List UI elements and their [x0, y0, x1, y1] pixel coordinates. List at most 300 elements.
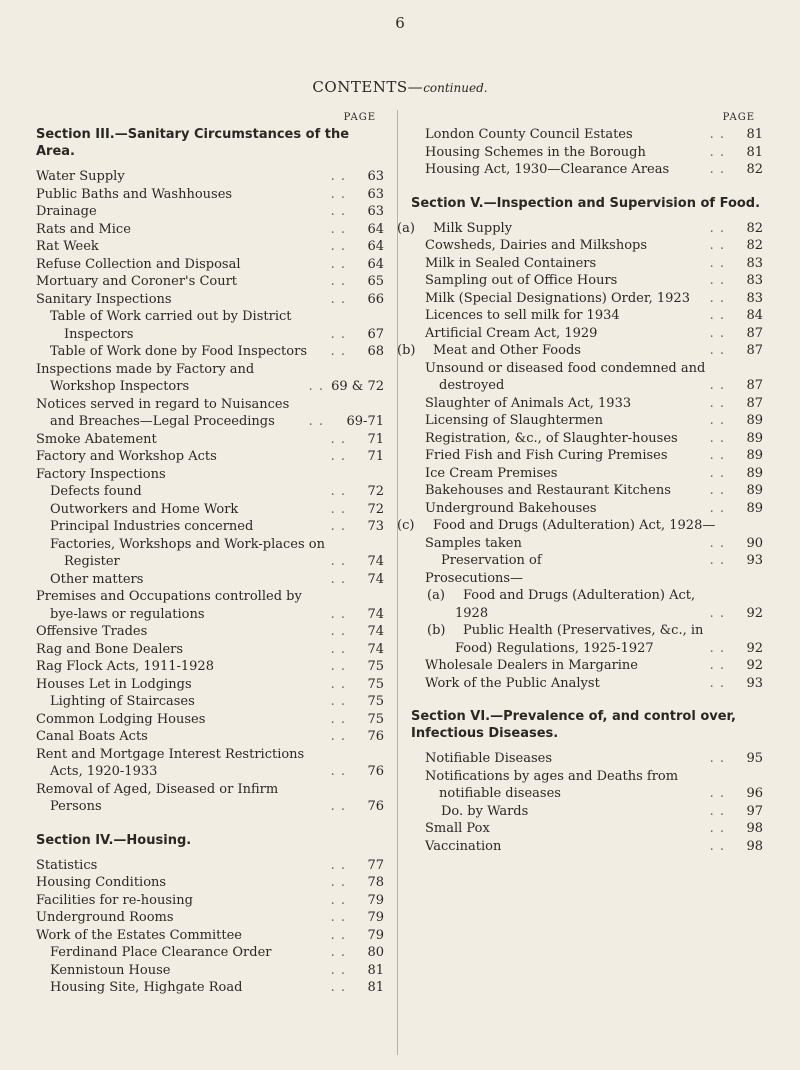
toc-entry-title [50, 308, 327, 343]
toc-entry-text: Canal Boats Acts [36, 729, 148, 744]
toc-entry-text: Prosecutions— [425, 570, 524, 586]
toc-entry-text: Housing Conditions [36, 875, 167, 890]
leader-dots: . . [330, 694, 346, 709]
toc-entry-title [36, 203, 327, 221]
toc-entry-page: 69-71 [346, 414, 384, 429]
leader-dots: . . [709, 144, 725, 160]
toc-entry-text: Rag and Bone Dealers [36, 641, 184, 657]
toc-entry [397, 517, 763, 535]
toc-entry [36, 746, 384, 781]
toc-entry-page: 92 [746, 605, 763, 621]
toc-entry-title [425, 307, 706, 325]
toc-entry-page: 87 [746, 378, 763, 393]
leader-dots: . . [330, 449, 346, 464]
toc-entry-page: 76 [367, 799, 384, 814]
toc-entry-page: 95 [746, 751, 763, 766]
toc-entry [36, 396, 384, 431]
toc-entry-page: 93 [746, 675, 763, 691]
toc-entry-text: Registration, &c., of Slaughter-houses [425, 430, 678, 446]
contents-title-text: CONTENTS— [312, 78, 424, 96]
toc-entry-text: Public Health (Preservatives, &c., in Food) Regulations, 1925-1927 [455, 623, 704, 656]
leader-dots: . . [709, 535, 725, 551]
leader-dots: . . [330, 204, 346, 219]
leader-dots: . . [709, 162, 725, 177]
toc-entry-page: 81 [367, 962, 384, 978]
toc-entry [411, 675, 763, 693]
toc-entry-label: (b) [397, 343, 416, 358]
toc-entry-page: 77 [367, 857, 384, 873]
toc-entry [411, 587, 763, 622]
toc-entry [36, 641, 384, 659]
toc-entry-text: Food and Drugs (Adulteration) Act, 1928 [455, 588, 696, 621]
contents-title [0, 78, 800, 96]
toc-entry [397, 342, 763, 360]
toc-entry-page: 74 [367, 641, 384, 657]
toc-entry-text: Preservation of [441, 553, 542, 568]
toc-entry-text: Rag Flock Acts, 1911-1928 [36, 659, 214, 674]
leader-dots: . . [709, 786, 725, 801]
leader-dots: . . [330, 169, 346, 184]
toc-entry-text: Vaccination [425, 838, 502, 854]
leader-dots: . . [330, 344, 346, 359]
toc-entry [411, 272, 763, 290]
toc-entry [397, 220, 763, 238]
toc-entry-text: Underground Rooms [36, 910, 174, 925]
toc-entry [411, 447, 763, 465]
leader-dots: . . [709, 255, 725, 271]
toc-entry [36, 256, 384, 274]
leader-dots: . . [330, 659, 346, 674]
toc-entry-page: 82 [746, 238, 763, 253]
toc-entry-page: 87 [746, 325, 763, 341]
toc-entry-title [36, 291, 327, 309]
toc-entry-title [50, 536, 327, 571]
leader-dots: . . [709, 500, 725, 516]
toc-entry-title [397, 517, 721, 535]
toc-entry-page: 72 [367, 501, 384, 517]
leader-dots: . . [330, 501, 346, 517]
toc-entry-label: (b) [427, 623, 446, 638]
toc-entry-title [425, 290, 706, 308]
toc-entry-page: 71 [367, 449, 384, 464]
right-column [397, 112, 763, 855]
toc-entry-text: Defects found [50, 484, 142, 499]
toc-entry [411, 430, 763, 448]
section-heading: Section V.—Inspection and Supervision of Food. [411, 195, 761, 211]
toc-entry [411, 535, 763, 553]
toc-entry-page: 93 [746, 553, 763, 568]
toc-entry-title [425, 465, 706, 483]
toc-entry-text: Housing Act, 1930—Clearance Areas [425, 162, 670, 177]
toc-entry-text: Refuse Collection and Disposal [36, 256, 241, 272]
toc-entry-page: 97 [746, 803, 763, 819]
toc-entry-text: Wholesale Dealers in Margarine [425, 658, 639, 673]
toc-entry-title [36, 909, 327, 927]
toc-entry [36, 203, 384, 221]
leader-dots: . . [709, 838, 725, 854]
toc-entry-title [36, 874, 327, 892]
section-heading: Section VI.—Prevalence of, and control over, Infectious Diseases. [411, 709, 736, 741]
leader-dots: . . [709, 483, 725, 498]
contents-title-suffix: continued. [423, 81, 488, 95]
toc-entry [411, 570, 763, 588]
toc-entry-text: Water Supply [36, 169, 125, 184]
toc-entry [36, 676, 384, 694]
toc-entry-title [425, 657, 706, 675]
toc-entry-text: Licences to sell milk for 1934 [425, 308, 620, 323]
toc-entry [411, 500, 763, 518]
toc-entry-text: Lighting of Staircases [50, 694, 195, 709]
toc-entry-title [425, 412, 706, 430]
toc-entry-text: Fried Fish and Fish Curing Premises [425, 448, 668, 463]
toc-entry-label: (c) [397, 518, 415, 533]
toc-entry-text: Drainage [36, 204, 97, 219]
leader-dots: . . [709, 803, 725, 819]
toc-entry-page: 74 [367, 606, 384, 622]
toc-entry-text: London County Council Estates [425, 127, 633, 142]
toc-entry-title [50, 518, 327, 536]
toc-entry-page: 80 [367, 945, 384, 960]
toc-entry-title [425, 768, 706, 803]
toc-entry-page: 79 [367, 910, 384, 925]
leader-dots: . . [330, 554, 346, 569]
toc-entry-page: 89 [746, 465, 763, 481]
toc-entry [411, 290, 763, 308]
leader-dots: . . [330, 729, 346, 744]
leader-dots: . . [330, 221, 346, 237]
left-column [36, 112, 384, 997]
toc-entry [36, 874, 384, 892]
toc-entry-page: 87 [746, 395, 763, 411]
toc-entry-title [425, 395, 706, 413]
toc-entry [411, 161, 763, 179]
toc-entry-page: 74 [367, 571, 384, 587]
toc-entry-title [397, 342, 706, 360]
toc-entry-title [425, 570, 721, 588]
leader-dots: . . [709, 308, 725, 323]
toc-entry [36, 221, 384, 239]
toc-entry-text: Housing Site, Highgate Road [50, 980, 243, 995]
toc-entry-page: 89 [746, 483, 763, 498]
toc-entry-page: 83 [746, 255, 763, 271]
toc-entry-text: Underground Bakehouses [425, 500, 597, 516]
toc-entry-text: Rat Week [36, 239, 99, 254]
toc-entry-title [36, 238, 327, 256]
toc-entry [411, 144, 763, 162]
toc-entry-title [36, 746, 327, 781]
leader-dots: . . [330, 519, 346, 534]
leader-dots: . . [709, 220, 725, 236]
toc-entry-text: Work of the Public Analyst [425, 675, 600, 691]
toc-entry [36, 781, 384, 816]
toc-entry-page: 74 [367, 554, 384, 569]
toc-entry-title [36, 466, 342, 484]
toc-entry-page: 64 [367, 239, 384, 254]
toc-entry [36, 238, 384, 256]
leader-dots: . . [330, 910, 346, 925]
toc-entry-page: 79 [367, 892, 384, 908]
toc-entry-text: Removal of Aged, Diseased or Infirm Persons [36, 781, 279, 814]
toc-entry [36, 431, 384, 449]
toc-entry [411, 552, 763, 570]
column-divider [397, 110, 398, 1055]
toc-entry-text: Notices served in regard to Nuisances and Breaches—Legal Proceedings [36, 396, 290, 429]
toc-entry-title [425, 255, 706, 273]
toc-entry-title [425, 838, 706, 856]
toc-entry-text: Do. by Wards [441, 803, 529, 819]
toc-entry-text: Statistics [36, 857, 98, 873]
leader-dots: . . [709, 378, 725, 393]
toc-entry-title [50, 693, 327, 711]
toc-entry-page: 89 [746, 448, 763, 463]
leader-dots: . . [330, 857, 346, 873]
toc-entry-text: Outworkers and Home Work [50, 501, 239, 517]
toc-entry-title [425, 360, 706, 395]
leader-dots: . . [709, 343, 725, 358]
leader-dots: . . [709, 553, 725, 568]
toc-entry-page: 89 [746, 413, 763, 428]
toc-entry-page: 67 [367, 326, 384, 342]
toc-entry-page: 81 [367, 980, 384, 995]
toc-entry-title [425, 500, 706, 518]
toc-entry-title [50, 979, 327, 997]
toc-entry-title [36, 168, 327, 186]
toc-entry [36, 711, 384, 729]
toc-entry-page: 75 [367, 711, 384, 727]
toc-entry-title [36, 892, 327, 910]
toc-entry-title [427, 587, 706, 622]
toc-entry-title [36, 641, 327, 659]
toc-entry-page: 75 [367, 694, 384, 709]
toc-entry-text: Notifiable Diseases [425, 751, 553, 766]
leader-dots: . . [308, 414, 324, 429]
toc-entry-text: Kennistoun House [50, 962, 171, 978]
toc-entry-page: 63 [367, 169, 384, 184]
toc-entry [411, 255, 763, 273]
toc-entry-title [36, 588, 327, 623]
right-entries [397, 126, 763, 855]
toc-entry [36, 857, 384, 875]
toc-entry-text: Principal Industries concerned [50, 519, 254, 534]
toc-entry [411, 750, 763, 768]
toc-entry-text: Bakehouses and Restaurant Kitchens [425, 483, 671, 498]
toc-entry [411, 237, 763, 255]
toc-entry-title [425, 161, 706, 179]
toc-entry-text: Housing Schemes in the Borough [425, 144, 646, 160]
leader-dots: . . [709, 448, 725, 463]
toc-entry-title [425, 237, 706, 255]
toc-entry [36, 623, 384, 641]
toc-entry-text: Milk in Sealed Containers [425, 255, 597, 271]
toc-entry-text: Sampling out of Office Hours [425, 273, 618, 288]
toc-entry-title [36, 221, 327, 239]
toc-entry-text: Smoke Abatement [36, 431, 157, 447]
toc-entry-text: Premises and Occupations controlled by bye-laws or regulations [36, 589, 302, 622]
toc-entry-title [36, 927, 327, 945]
leader-dots: . . [330, 571, 346, 587]
toc-entry-text: Offensive Trades [36, 624, 148, 639]
page-number: 6 [395, 14, 405, 32]
toc-entry-text: Work of the Estates Committee [36, 927, 243, 943]
toc-entry-page: 81 [746, 127, 763, 142]
toc-entry [36, 693, 384, 711]
toc-entry-text: Licensing of Slaughtermen [425, 413, 603, 428]
toc-entry-title [36, 431, 327, 449]
toc-entry [36, 909, 384, 927]
toc-entry-title [397, 220, 706, 238]
left-entries [36, 126, 384, 997]
toc-entry-text: Table of Work carried out by District Inspectors [50, 309, 292, 342]
toc-entry-title [50, 571, 327, 589]
leader-dots: . . [709, 127, 725, 142]
toc-entry [36, 944, 384, 962]
toc-entry-text: Small Pox [425, 821, 490, 836]
toc-entry-page: 72 [367, 484, 384, 499]
toc-entry-text: Factory and Workshop Acts [36, 449, 217, 464]
leader-dots: . . [709, 658, 725, 673]
toc-entry [411, 360, 763, 395]
toc-entry [411, 482, 763, 500]
toc-entry-text: Slaughter of Animals Act, 1933 [425, 395, 632, 411]
toc-entry [36, 168, 384, 186]
toc-entry [36, 728, 384, 746]
leader-dots: . . [330, 624, 346, 639]
leader-dots: . . [330, 326, 346, 342]
leader-dots: . . [709, 675, 725, 691]
toc-entry-title [425, 144, 706, 162]
leader-dots: . . [330, 606, 346, 622]
toc-entry-page: 66 [367, 291, 384, 307]
leader-dots: . . [330, 927, 346, 943]
toc-entry-text: Milk (Special Designations) Order, 1923 [425, 290, 690, 306]
toc-entry-page: 75 [367, 659, 384, 674]
toc-entry-title [50, 483, 327, 501]
toc-entry-title [36, 676, 327, 694]
toc-entry [411, 657, 763, 675]
leader-dots: . . [709, 395, 725, 411]
toc-entry [411, 803, 763, 821]
leader-dots: . . [709, 640, 725, 656]
toc-entry-page: 75 [367, 676, 384, 692]
toc-entry-page: 81 [746, 144, 763, 160]
toc-entry [36, 186, 384, 204]
toc-entry-page: 73 [367, 519, 384, 534]
toc-entry [36, 501, 384, 519]
toc-entry-text: Mortuary and Coroner's Court [36, 274, 238, 289]
toc-entry-page: 63 [367, 186, 384, 202]
toc-entry [36, 979, 384, 997]
toc-entry-title [425, 482, 706, 500]
toc-entry-title [427, 622, 706, 657]
leader-dots: . . [330, 711, 346, 727]
leader-dots: . . [330, 962, 346, 978]
toc-entry-title [425, 750, 706, 768]
toc-entry-page: 78 [367, 875, 384, 890]
toc-entry-title [36, 781, 327, 816]
toc-entry-title [36, 623, 327, 641]
toc-entry [36, 927, 384, 945]
toc-entry-text: Food and Drugs (Adulteration) Act, 1928— [433, 518, 716, 533]
toc-entry [411, 622, 763, 657]
leader-dots: . . [709, 465, 725, 481]
toc-entry-page: 82 [746, 162, 763, 177]
leader-dots: . . [709, 325, 725, 341]
toc-entry [411, 465, 763, 483]
leader-dots: . . [709, 430, 725, 446]
toc-entry-title [425, 272, 706, 290]
toc-entry-page: 65 [367, 274, 384, 289]
toc-entry-title [425, 325, 706, 343]
section-heading: Section III.—Sanitary Circumstances of the Area. [36, 127, 350, 159]
leader-dots: . . [709, 273, 725, 288]
toc-entry-text: Ferdinand Place Clearance Order [50, 945, 272, 960]
toc-entry [411, 838, 763, 856]
toc-entry-text: Facilities for re-housing [36, 892, 193, 908]
toc-entry-page: 92 [746, 640, 763, 656]
toc-entry-text: Samples taken [425, 535, 522, 551]
section-heading: Section IV.—Housing. [36, 832, 192, 848]
leader-dots: . . [330, 676, 346, 692]
toc-entry-text: Houses Let in Lodgings [36, 676, 192, 692]
leader-dots: . . [330, 274, 346, 289]
toc-entry [36, 466, 384, 484]
toc-entry-label: (a) [427, 588, 445, 603]
toc-entry-title [50, 962, 327, 980]
leader-dots: . . [330, 291, 346, 307]
leader-dots: . . [709, 821, 725, 836]
toc-entry-text: Artificial Cream Act, 1929 [425, 325, 598, 341]
toc-entry-page: 71 [367, 431, 384, 447]
toc-entry [411, 126, 763, 144]
toc-entry-page: 83 [746, 273, 763, 288]
toc-entry [36, 343, 384, 361]
toc-entry [36, 962, 384, 980]
toc-entry-page: 96 [746, 786, 763, 801]
toc-entry-title [425, 430, 706, 448]
toc-entry-title [36, 396, 305, 431]
toc-entry-title [425, 675, 706, 693]
toc-entry-page: 89 [746, 430, 763, 446]
leader-dots: . . [330, 875, 346, 890]
toc-entry [411, 395, 763, 413]
leader-dots: . . [330, 764, 346, 779]
toc-entry-page: 79 [367, 927, 384, 943]
toc-entry-page: 64 [367, 221, 384, 237]
toc-entry [36, 448, 384, 466]
toc-entry-text: Unsound or diseased food condemned and destroyed [425, 360, 706, 393]
toc-entry-title [50, 944, 327, 962]
leader-dots: . . [308, 379, 324, 394]
toc-entry-title [36, 658, 327, 676]
toc-entry-page: 87 [746, 343, 763, 358]
toc-entry-text: Meat and Other Foods [433, 343, 581, 358]
toc-entry-text: Cowsheds, Dairies and Milkshops [425, 238, 648, 253]
leader-dots: . . [709, 751, 725, 766]
toc-entry-text: Factories, Workshops and Work-places on Register [50, 536, 325, 569]
toc-entry [36, 588, 384, 623]
leader-dots: . . [330, 239, 346, 254]
toc-entry-title [441, 552, 706, 570]
toc-entry-title [36, 273, 327, 291]
toc-entry [411, 412, 763, 430]
toc-entry-page: 92 [746, 658, 763, 673]
toc-entry [36, 892, 384, 910]
toc-entry [411, 325, 763, 343]
toc-entry-title [36, 711, 327, 729]
toc-entry-page: 68 [367, 344, 384, 359]
leader-dots: . . [330, 980, 346, 995]
toc-entry-page: 64 [367, 256, 384, 272]
